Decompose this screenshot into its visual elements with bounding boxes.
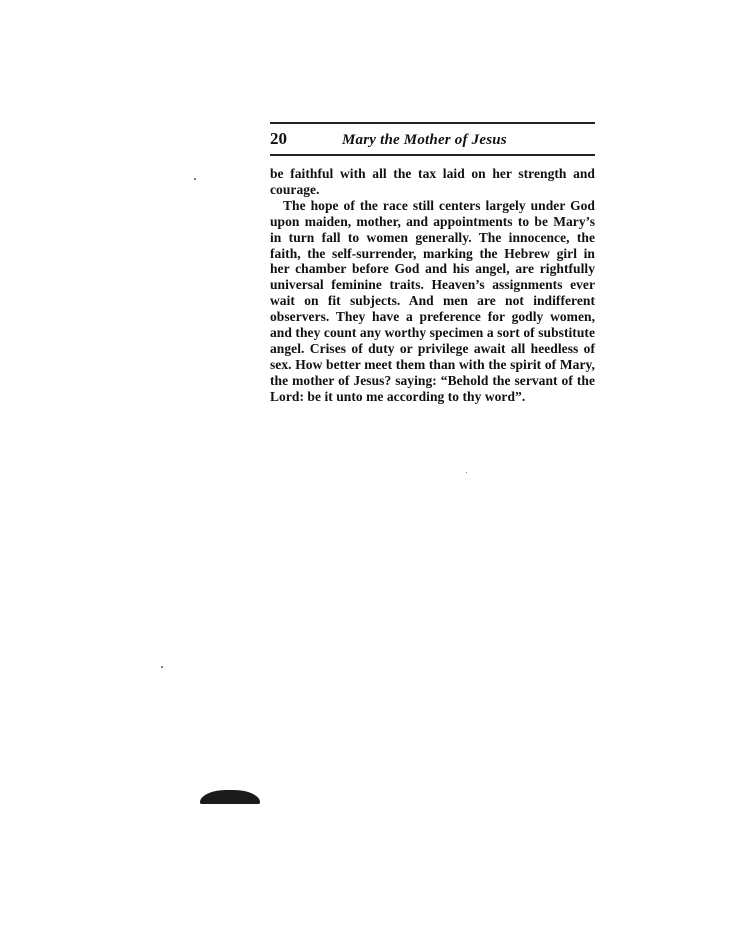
text-block bbox=[270, 122, 595, 405]
paper-speck bbox=[161, 666, 163, 668]
running-head bbox=[270, 124, 595, 154]
paragraph-1: be faithful with all the tax laid on her strength and courage. bbox=[270, 166, 595, 197]
paper-speck bbox=[466, 472, 467, 473]
body-text bbox=[270, 166, 595, 405]
paragraph-2: The hope of the race still centers largely under God upon maiden, mother, and appointments to be Mary’s in turn fall to women generally. The innocence, the faith, the self-surrender, marking the Hebrew girl in her chamber before God and his angel, are rightfully universal feminine traits. Heaven’s assignments ever wait on fit subjects. And men are not indifferent observers. They have a preference for godly women, and they count any worthy specimen a sort of substitute angel. Crises of duty or privilege await all heedless of sex. How better meet them than with the spirit of Mary, the mother of Jesus? saying: “Behold the servant of the Lord: be it unto me according to thy word”. bbox=[270, 197, 595, 404]
paper-speck bbox=[194, 178, 196, 180]
page-number: 20 bbox=[270, 129, 287, 148]
ink-blot bbox=[200, 790, 260, 804]
running-title: Mary the Mother of Jesus bbox=[342, 132, 507, 148]
